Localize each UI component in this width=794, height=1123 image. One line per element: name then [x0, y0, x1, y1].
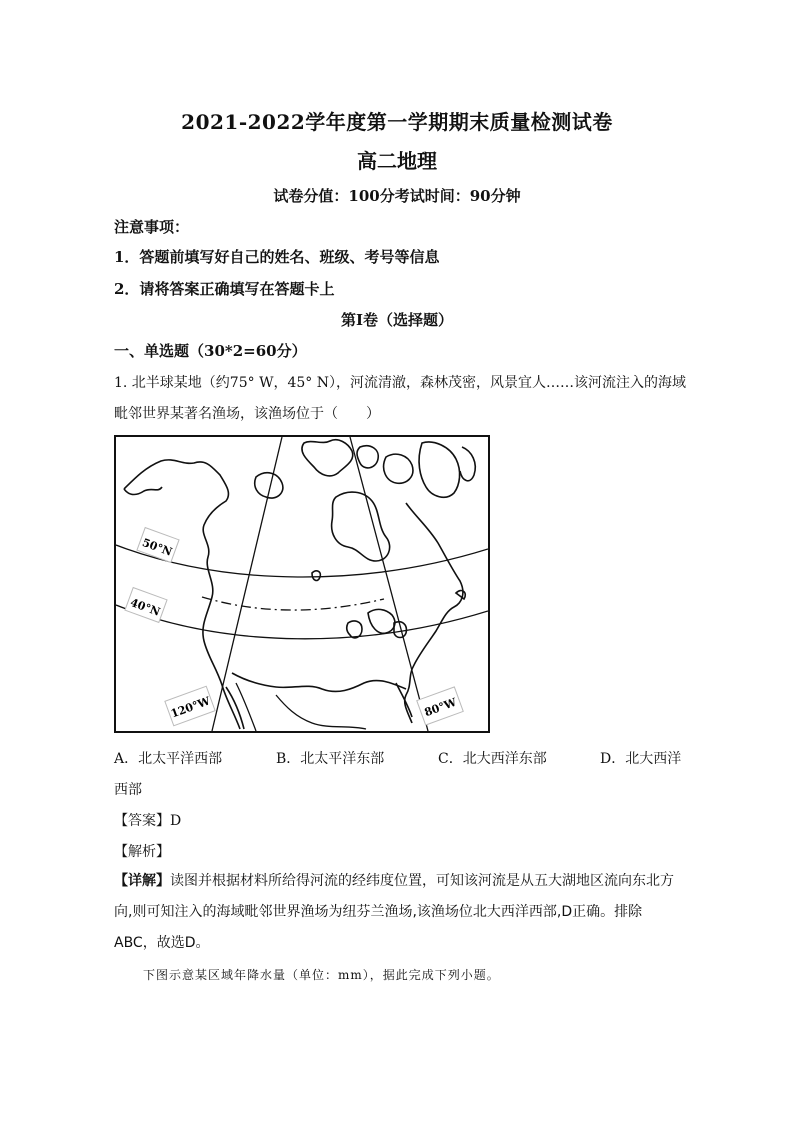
lon120-label: 120°W	[169, 694, 212, 721]
detail-tag: 【详解】	[114, 873, 170, 889]
map-figure	[116, 437, 488, 731]
notice-heading: 注意事项：	[114, 218, 190, 236]
section-title: 一、单选题（30*2=60分）	[114, 342, 307, 360]
lead-in-text: 下图示意某区域年降水量（单位：mm），据此完成下列小题。	[143, 968, 500, 982]
analysis-heading: 【解析】	[114, 844, 170, 860]
volume-title: 第I卷（选择题）	[340, 311, 454, 329]
detail-text: 读图并根据材料所给得河流的经纬度位置，可知该河流是从五大湖地区流向东北方向,则可知注入的海域毗邻世界渔场为纽芬兰渔场,该渔场位北大西洋西部,D正确。排除ABC，故选D。	[114, 873, 674, 951]
option-d-continued: 西部	[114, 782, 142, 798]
option-a: A．北太平洋西部	[114, 751, 223, 767]
notice-item: 1．答题前填写好自己的姓名、班级、考号等信息	[114, 248, 440, 266]
lon80-label: 80°W	[422, 695, 459, 720]
option-b: B．北太平洋东部	[276, 751, 385, 767]
lat40-label: 40°N	[128, 595, 162, 619]
notice-item: 2．请将答案正确填写在答题卡上	[114, 280, 335, 298]
detail-explanation	[114, 866, 684, 959]
lat50-label: 50°N	[140, 535, 174, 559]
question-text: 1. 北半球某地（约75° W，45° N），河流清澈，森林茂密，风景宜人……该河流注入的海域	[114, 375, 686, 391]
exam-subject: 高二地理	[357, 149, 437, 173]
option-c: C．北大西洋东部	[438, 751, 547, 767]
option-d: D．北大西洋	[600, 751, 682, 767]
question-text: 毗邻世界某著名渔场，该渔场位于（ ）	[114, 406, 380, 422]
answer-line: 【答案】D	[114, 813, 182, 829]
exam-meta: 试卷分值：100分考试时间：90分钟	[273, 187, 521, 205]
north-america-map	[114, 435, 490, 733]
exam-title: 2021-2022学年度第一学期期末质量检测试卷	[181, 110, 613, 134]
